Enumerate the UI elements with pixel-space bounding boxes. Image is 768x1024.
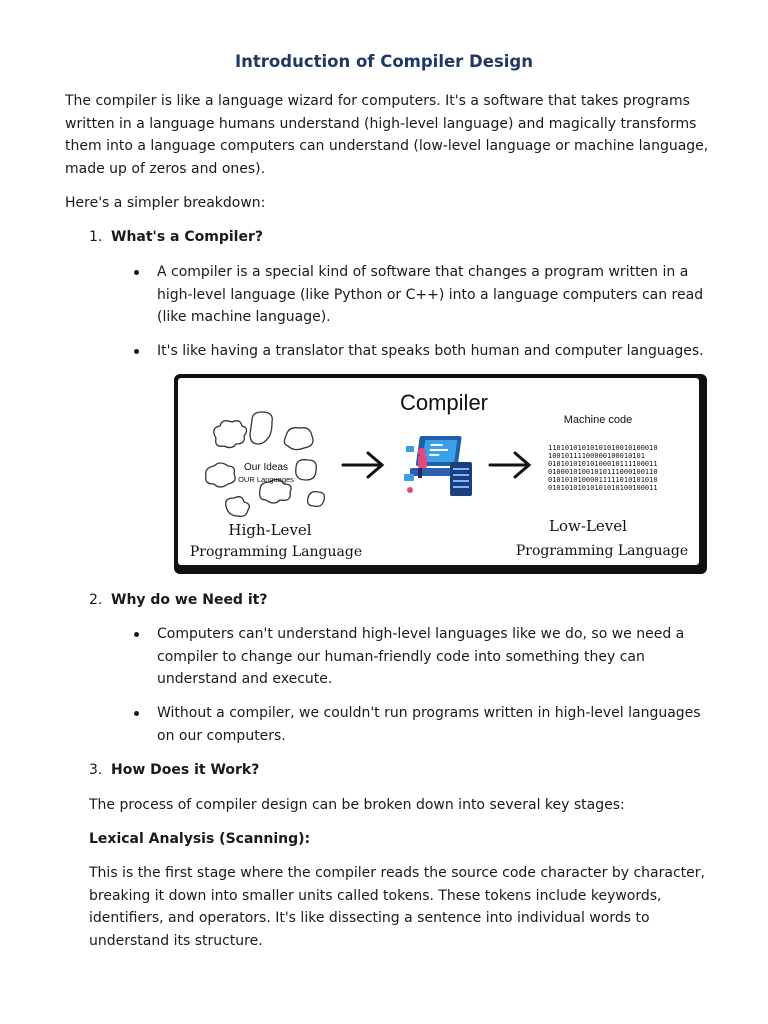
section-title: Why do we Need it? [111, 592, 268, 608]
high-level-sublabel: Programming Language [189, 544, 363, 560]
bullet-text: Computers can't understand high-level languages like we do, so we need a compiler to change our human-friendly code into something they can understand and execute. [157, 626, 685, 687]
bullet-dot-icon [134, 270, 139, 275]
section-number: 3. [89, 762, 103, 778]
bullet-item [157, 623, 722, 691]
bullet-dot-icon [134, 632, 139, 637]
binary-line: 11010101010101010010100010 [548, 444, 658, 452]
low-level-sublabel: Programming Language [515, 543, 689, 559]
ideas-label: Our Ideas [244, 462, 288, 473]
languages-label: OUR Languages [238, 475, 294, 484]
bullet-item [157, 702, 722, 747]
arrow-right-icon [490, 453, 529, 477]
computer-illustration-icon [404, 436, 472, 496]
binary-code-block [548, 444, 658, 492]
bullet-text: Without a compiler, we couldn't run programs written in high-level languages on our computers. [157, 705, 701, 744]
lexical-analysis-text: This is the first stage where the compiler reads the source code character by character, breaking it down into smaller units called tokens. These tokens include keywords, identifiers, and operators. It's like dissecting a sentence into individual words to understand its structure. [89, 865, 705, 949]
binary-line: 01000101001010111000100110 [548, 468, 658, 476]
breakdown-intro: Here's a simpler breakdown: [65, 195, 266, 211]
page-title: Introduction of Compiler Design [235, 52, 533, 71]
low-level-label: Low-Level [549, 517, 627, 535]
section-title: How Does it Work? [111, 762, 260, 778]
high-level-label: High-Level [228, 521, 312, 539]
bullet-item [157, 340, 722, 363]
bullet-text: It's like having a translator that speaks both human and computer languages. [157, 343, 704, 359]
arrow-right-icon [343, 453, 382, 477]
section-number: 2. [89, 592, 103, 608]
binary-line: 01010101010100010111100011 [548, 460, 658, 468]
section-title: What's a Compiler? [111, 229, 263, 245]
bullet-dot-icon [134, 711, 139, 716]
compiler-diagram-svg [178, 378, 699, 565]
binary-line: 01010101000011111010101010 [548, 476, 658, 484]
bullet-item [157, 261, 722, 329]
binary-line: 01010101010101010100100011 [548, 484, 658, 492]
intro-paragraph: The compiler is like a language wizard for computers. It's a software that takes programs written in a language humans understand (high-level language) and magically transforms them into a language computers can understand (low-level language or machine language, made up of zeros and ones). [65, 93, 709, 177]
compiler-diagram-figure [174, 374, 707, 574]
bullet-text: A compiler is a special kind of software that changes a program written in a high-level language (like Python or C++) into a language computers can read (like machine language). [157, 264, 704, 325]
machine-code-label: Machine code [563, 414, 633, 426]
section-number: 1. [89, 229, 103, 245]
compiler-diagram [178, 378, 699, 565]
bullet-dot-icon [134, 349, 139, 354]
lexical-analysis-heading: Lexical Analysis (Scanning): [89, 831, 311, 847]
binary-line: 10010111100000100010101 [548, 452, 645, 460]
process-intro: The process of compiler design can be broken down into several key stages: [89, 797, 625, 813]
diagram-title: Compiler [399, 390, 489, 415]
